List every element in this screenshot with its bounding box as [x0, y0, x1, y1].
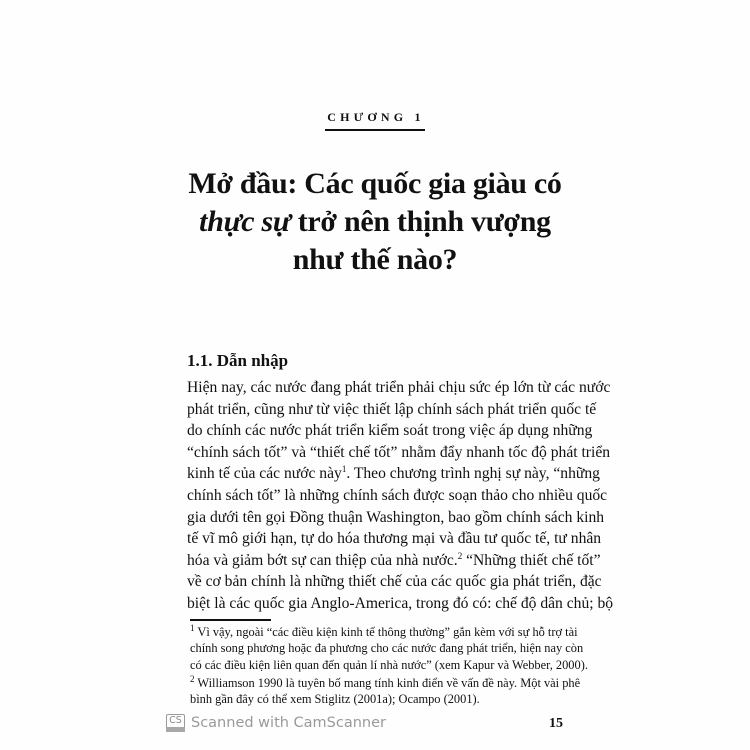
- body-line: chính sách tốt” là những chính sách được soạn thảo cho nhiều quốc: [187, 486, 608, 504]
- body-line: gia dưới tên gọi Đồng thuận Washington, bao gồm chính sách kinh: [187, 508, 605, 526]
- chapter-label: [0, 110, 750, 131]
- page-number: 15: [549, 716, 563, 731]
- body-line: “chính sách tốt” và “thiết chế tốt” nhằm đẩy nhanh tốc độ phát triển: [187, 443, 611, 461]
- body-paragraph: [187, 377, 614, 615]
- chapter-title-line-2: thực sự trở nên thịnh vượng: [199, 205, 551, 238]
- footnote-line: $^2$ Williamson 1990 là tuyên bố mang tính kinh điển về vấn đề này. Một vài phê: [190, 673, 581, 690]
- chapter-label-text: CHƯƠNG 1: [325, 110, 425, 131]
- footnote-line: chính song phương hoặc đa phương cho các nước đang phát triển, hiện nay còn: [190, 641, 584, 656]
- body-line: hóa và giảm bớt sự can thiệp của nhà nước.$^2$ “Những thiết chế tốt”: [187, 550, 601, 569]
- chapter-title-emphasis: thực sự: [199, 205, 291, 238]
- footnote-line: có các điều kiện liên quan đến quản lí nhà nước” (xem Kapur và Webber, 2000).: [190, 657, 588, 672]
- section-heading: 1.1. Dẫn nhập: [187, 351, 289, 370]
- watermark-text: Scanned with CamScanner: [191, 715, 387, 731]
- chapter-title-line-1: Mở đầu: Các quốc gia giàu có: [188, 167, 562, 200]
- body-line: do chính các nước phát triển kiểm soát trong việc áp dụng những: [187, 422, 593, 440]
- body-line: biệt là các quốc gia Anglo-America, trong đó có: chế độ dân chủ; bộ: [187, 594, 614, 612]
- footnotes: [190, 622, 588, 707]
- footnote-1: [190, 622, 588, 673]
- footnote-marker: 2: [190, 673, 195, 684]
- camscanner-icon: CS: [166, 714, 185, 732]
- footnote-ref-1[interactable]: 1: [341, 464, 347, 475]
- footnote-divider: [190, 619, 271, 621]
- body-line: Hiện nay, các nước đang phát triển phải chịu sức ép lớn từ các nước: [187, 379, 611, 396]
- body-line: tế vĩ mô giới hạn, tự do hóa thương mại và đầu tư quốc tế, tư nhân: [187, 530, 602, 548]
- footnote-line: $^1$ Vì vậy, ngoài “các điều kiện kinh tế thông thường” gắn kèm với sự hỗ trợ tài: [190, 622, 578, 639]
- footnote-2: [190, 673, 581, 708]
- body-line: kinh tế của các nước này$^1$. Theo chương trình nghị sự này, “những: [187, 464, 600, 483]
- body-line: về cơ bản chính là những thiết chế của các quốc gia phát triển, đặc: [187, 573, 602, 591]
- camscanner-watermark: [166, 712, 386, 734]
- chapter-title-line-3: như thế nào?: [292, 243, 458, 276]
- footnote-ref-2[interactable]: 2: [457, 550, 463, 561]
- footnote-line: bình gần đây có thể xem Stiglitz (2001a); Ocampo (2001).: [190, 692, 480, 707]
- chapter-title: [0, 165, 750, 279]
- body-line: phát triển, cũng như từ việc thiết lập chính sách phát triển quốc tế: [187, 400, 597, 418]
- footnote-marker: 1: [190, 622, 195, 633]
